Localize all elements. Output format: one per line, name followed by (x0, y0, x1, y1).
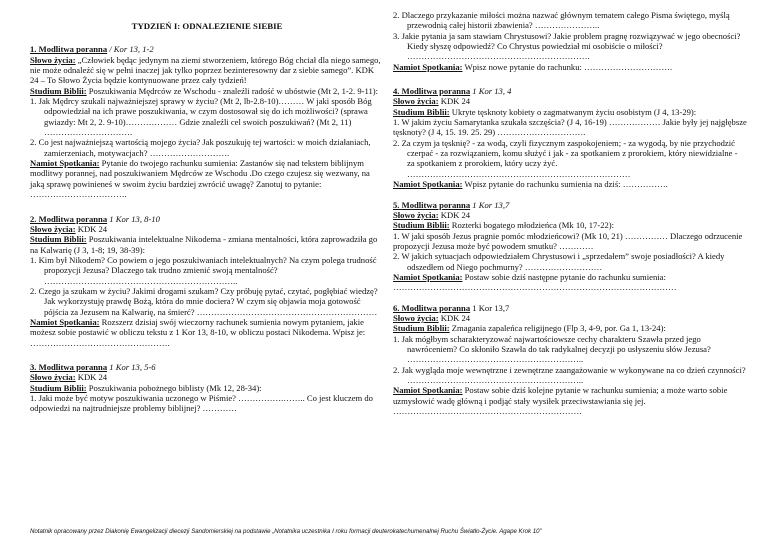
section-reference: 1 Kor 13,7 (470, 302, 510, 313)
section-heading: 2. Modlitwa poranna (30, 213, 108, 224)
left-column (30, 10, 384, 428)
studium-text: Zmagania zapaleńca religijnego (Flp 3, 4-9, por. Ga 1, 13-24): (449, 323, 666, 334)
studium-label: Studium Biblii: (30, 382, 87, 393)
studium-text: Poszukiwania Mędrców ze Wschodu - znaleźli radość w ubóstwie (Mt 2, 1-2. 9-11): (86, 85, 379, 96)
studium-label: Studium Biblii: (30, 85, 87, 96)
slowo-label: Słowo życia: (393, 209, 439, 220)
question-2: 2. W jakich sytuacjach odpowiedziałem Chrystusowi i „sprzedałem” swoje posiadłości? A kiedy odszedłem od Niego pochmurny? ……………………… (393, 251, 725, 272)
slowo-text: KDK 24 (438, 209, 471, 220)
question-1: 1. Jaki może być motyw poszukiwania uczonego w Piśmie? …………….…….. Co jest kluczem do odpowiedzi na najtrudniejsze problemy biblijnej? ………… (30, 393, 373, 414)
section-day-3 (30, 362, 384, 414)
namiot-label: Namiot Spotkania: (393, 61, 463, 72)
studium-label: Studium Biblii: (393, 220, 450, 231)
slowo-label: Słowo życia: (393, 312, 439, 323)
studium-label: Studium Biblii: (393, 106, 450, 117)
section-day-6 (393, 303, 747, 417)
section-heading: 1. Modlitwa poranna (30, 44, 108, 55)
page-title: TYDZIEŃ I: ODNALEZIENIE SIEBIE (131, 21, 283, 31)
section-reference: 1 Kor 13,7 (470, 199, 510, 210)
section-day-3-continued (393, 10, 747, 72)
question-2: 2. Za czym ja tęsknię? - za wodą, czyli fizycznym zaspokojeniem; - za wygodą, by nie przychodzić czerpać - za rozwiązaniem, komu służyć i jak - za spotkaniem z prorokiem, który niewidzialne - za spotkaniem z prorokiem, który uczy żyć. …………………………………………………………………… (393, 137, 738, 179)
question-2: 2. Czego ja szukam w życiu? Jakimi drogami szukam? Czy próbuję pytać, czytać, pogłębiać wiedzę? Jak wykorzystuję prawdę Bożą, która do mnie dociera? W czym się objawia moja gotowość pójścia za Jezusem na Kalwarię, na śmierć? ……………………………………………………… (30, 285, 378, 317)
slowo-label: Słowo życia: (30, 372, 76, 383)
section-day-1 (30, 44, 384, 199)
section-reference: / Kor 13, 1-2 (107, 44, 154, 55)
slowo-label: Słowo życia: (393, 96, 439, 107)
namiot-label: Namiot Spotkania: (393, 385, 463, 396)
namiot-text: Rozszerz dzisiaj swój wieczorny rachunek sumienia nowym pytaniem, jakie możesz sobie postawić w obliczu tekstu z 1 Kor 13, 8-10, w obliczu postaci Nikodema. Wpisz je: …………………………………………. (30, 316, 366, 348)
slowo-text: KDK 24 (75, 223, 108, 234)
namiot-text: Pytanie do twojego rachunku sumienia: Zastanów się nad tekstem biblijnym modlitwy porannej, nad poszukiwaniem Mędrców ze Wschodu .Do czego czujesz się wezwany, na jaką sprawę powinieneś w swoim życiu bardziej zwrócić uwagę? Zanotuj to pytanie: ……………………………. (30, 158, 370, 200)
namiot-text: Wpisz nowe pytanie do rachunku: …………………………. (462, 61, 673, 72)
namiot-text: Wpisz pytanie do rachunku sumienia na dziś: ……………. (462, 179, 668, 190)
studium-label: Studium Biblii: (30, 234, 87, 245)
section-reference: 1 Kor 13, 8-10 (107, 213, 160, 224)
section-heading: 5. Modlitwa poranna (393, 199, 471, 210)
studium-label: Studium Biblii: (393, 323, 450, 334)
slowo-text: KDK 24 (438, 312, 471, 323)
studium-text: Rozterki bogatego młodzieńca (Mk 10, 17-22): (449, 220, 615, 231)
namiot-label: Namiot Spotkania: (393, 179, 463, 190)
question-2: 2. Dlaczego przykazanie miłości można nazwać głównym tematem całego Pisma świętego, myślą przewodnią całej historii zbawienia? ………………….. (393, 10, 730, 31)
question-1: 1. W jaki sposób Jezus pragnie pomóc młodzieńcowi? (Mk 10, 21) …………… Dlaczego odrzucenie propozycji Jezusa może być powodem smutku? ………… (393, 230, 743, 251)
namiot-label: Namiot Spotkania: (393, 271, 463, 282)
section-heading: 6. Modlitwa poranna (393, 302, 471, 313)
namiot-text: Postaw sobie dziś kolejne pytanie w rachunku sumienia; a może warto sobie uzmysłowić wadę główną i podjąć stały wysiłek przeciwstawiania się jej. ………………………………………………………… (393, 385, 728, 417)
section-day-4 (393, 86, 747, 189)
studium-text: Ukryte tęsknoty kobiety o zagmatwanym życiu osobistym (J 4, 13-29): (449, 106, 697, 117)
section-reference: 1 Kor 13, 4 (470, 86, 512, 97)
namiot-text: Postaw sobie dziś następne pytanie do rachunku sumienia: ……………………………………………………………………………………… (393, 271, 677, 293)
question-1: 1. Kim był Nikodem? Co powiem o jego poszukiwaniach intelektualnych? Na czym polega trudność propozycji Jezusa? Dlaczego tak trudno zmienić swoją mentalność? ………………………………………………………….. (30, 254, 377, 286)
studium-text: Poszukiwania intelektualne Nikodema - zmiana mentalności, która zaprowadziła go na Kalwarię (J 3, 1-8; 19, 38-39): (30, 234, 378, 255)
section-heading: 3. Modlitwa poranna (30, 361, 108, 372)
slowo-text: „Człowiek będąc jedynym na ziemi stworzeniem, którego Bóg chciał dla niego samego, nie może odnaleźć się w pełni inaczej jak tylko poprzez bezinteresowny dar z siebie samego”. KDK 24 – To Słowo Życia będzie kontynuowane przez cały tydzień! (30, 54, 381, 86)
question-1: 1. Jak mógłbym scharakteryzować najwartościowsze cechy charakteru Szawła przed jego nawróceniem? Co skłoniło Szawła do tak radykalnej decyzji po usłyszeniu słów Jezusa? …………………………………………………….. (393, 333, 711, 365)
namiot-label: Namiot Spotkania: (30, 316, 100, 327)
question-2: 2. Co jest najważniejszą wartością mojego życia? Jak poszukuję tej wartości: w moich działaniach, zamierzeniach, motywacjach? ………………………. (30, 137, 371, 158)
slowo-label: Słowo życia: (30, 223, 76, 234)
section-heading: 4. Modlitwa poranna (393, 86, 471, 97)
slowo-text: KDK 24 (75, 372, 108, 383)
question-1: 1. W jakim życiu Samarytanka szukała szczęścia? (J 4, 16-19) ……………… Jakie były jej najgłębsze tęsknoty? (J 4, 15. 19. 25. 29) …………………………. (393, 117, 747, 138)
question-3: 3. Jakie pytania ja sam stawiam Chrystusowi? Jakie problem pragnę rozwiązywać w jego obecności? Kiedy słyszę odpowiedź? Co Chrystus powiedział mi osobiście o miłości? ………………………………………………………. (393, 30, 741, 62)
question-1: 1. Jak Mędrcy szukali najważniejszej sprawy w życiu? (Mt 2, lb-2.8-10)……… W jaki sposób Bóg odpowiedział na ich prawe poszukiwania, w czym dostosował się do ich możliwości? (sprawa gwiazdy: Mt 2, 2. 9-10)……………… Gdzie znaleźli cel swoich poszukiwań? (Mt 2, 11) …………………………. (30, 96, 372, 138)
slowo-text: KDK 24 (438, 96, 471, 107)
section-day-5 (393, 200, 747, 293)
question-2: 2. Jak wygląda moje wewnętrzne i zewnętrzne zaangażowanie w wykonywane na co dzień czynności? …………………………………………………….. (393, 364, 746, 385)
section-day-2 (30, 214, 384, 348)
footer-note: Notatnik opracowany przez Diakonię Ewangelizacji diecezji Sandomierskiej na podstawie „Notatnika uczestnika I roku formacji deuterokatechumenalnej Ruchu Światło-Życie. Agape Krok 10” (30, 528, 542, 535)
slowo-label: Słowo życia: (30, 54, 76, 65)
namiot-label: Namiot Spotkania: (30, 158, 100, 169)
section-reference: 1 Kor 13, 5-6 (107, 361, 156, 372)
studium-text: Poszukiwania pobożnego biblisty (Mk 12, 28-34): (86, 382, 262, 393)
right-column (393, 10, 747, 430)
